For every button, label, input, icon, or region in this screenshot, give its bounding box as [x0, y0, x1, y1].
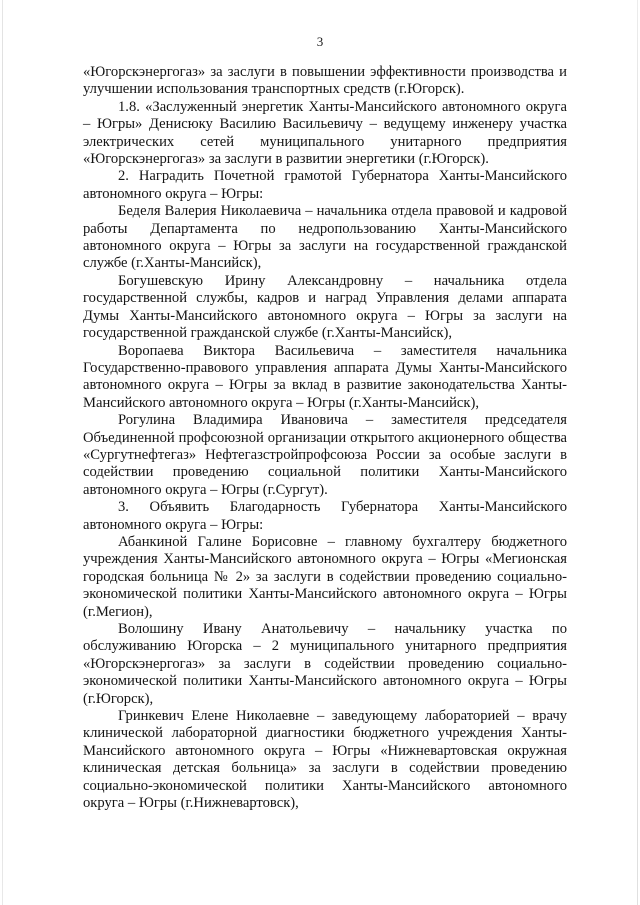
paragraph-award-bogushevskaya: Богушевскую Ирину Александровну – начальника отдела государственной службы, кадров и наград Управления делами аппарата Думы Ханты-Мансийского автономного округа – Югры за заслуги на государственной гражданской службе (г.Ханты-Мансийск), — [83, 272, 567, 342]
paragraph-continuation: «Югорскэнергогаз» за заслуги в повышении эффективности производства и улучшении использования транспортных средств (г.Югорск). — [83, 64, 567, 98]
paragraph-award-voropaev: Воропаева Виктора Васильевича – заместителя начальника Государственно-правового управления аппарата Думы Ханты-Мансийского автономного округа – Югры за вклад в развитие законодательства Ханты-Мансийского автономного округа – Югры (г.Ханты-Мансийск), — [83, 342, 567, 411]
paragraph-item-3-heading: 3. Объявить Благодарность Губернатора Ханты-Мансийского автономного округа – Югры: — [83, 499, 567, 533]
paragraph-item-2-heading: 2. Наградить Почетной грамотой Губернатора Ханты-Мансийского автономного округа – Югры: — [83, 168, 567, 202]
document-body — [83, 64, 567, 812]
paragraph-thanks-voloshin: Волошину Ивану Анатольевичу – начальнику участка по обслуживанию Югорска – 2 муниципального унитарного предприятия «Югорскэнергогаз» за заслуги в содействии проведению социально-экономической политики Ханты-Мансийского автономного округа – Югры (г.Югорск), — [83, 621, 567, 707]
paragraph-award-bedel: Беделя Валерия Николаевича – начальника отдела правовой и кадровой работы Департамента по недропользованию Ханты-Мансийского автономного округа – Югры за заслуги на государственной гражданской службе (г.Ханты-Мансийск), — [83, 203, 567, 272]
page-number: 3 — [316, 34, 324, 49]
scan-edge-right — [637, 0, 638, 905]
paragraph-thanks-grinkevich: Гринкевич Елене Николаевне – заведующему лабораторией – врачу клинической лабораторной диагностики бюджетного учреждения Ханты-Мансийского автономного округа – Югры «Нижневартовская окружная клиническая детская больница» за заслуги в содействии проведению социально-экономической политики Ханты-Мансийского автономного округа – Югры (г.Нижневартовск), — [83, 708, 567, 812]
paragraph-thanks-abankina: Абанкиной Галине Борисовне – главному бухгалтеру бюджетного учреждения Ханты-Мансийского автономного округа – Югры «Мегионская городская больница № 2» за заслуги в содействии проведению социально-экономической политики Ханты-Мансийского автономного округа – Югры (г.Мегион), — [83, 533, 567, 620]
scan-edge-left — [2, 0, 3, 905]
paragraph-item-1-8: 1.8. «Заслуженный энергетик Ханты-Мансийского автономного округа – Югры» Денисюку Василию Васильевичу – ведущему инженеру участка электрических сетей муниципального унитарного предприятия «Югорскэнергогаз» за заслуги в развитии энергетики (г.Югорск). — [83, 98, 567, 168]
paragraph-award-rogulin: Рогулина Владимира Ивановича – заместителя председателя Объединенной профсоюзной организации открытого акционерного общества «Сургутнефтегаз» Нефтегазстройпрофсоюза России за особые заслуги в содействии проведению социальной политики Ханты-Мансийского автономного округа – Югры (г.Сургут). — [83, 412, 567, 498]
